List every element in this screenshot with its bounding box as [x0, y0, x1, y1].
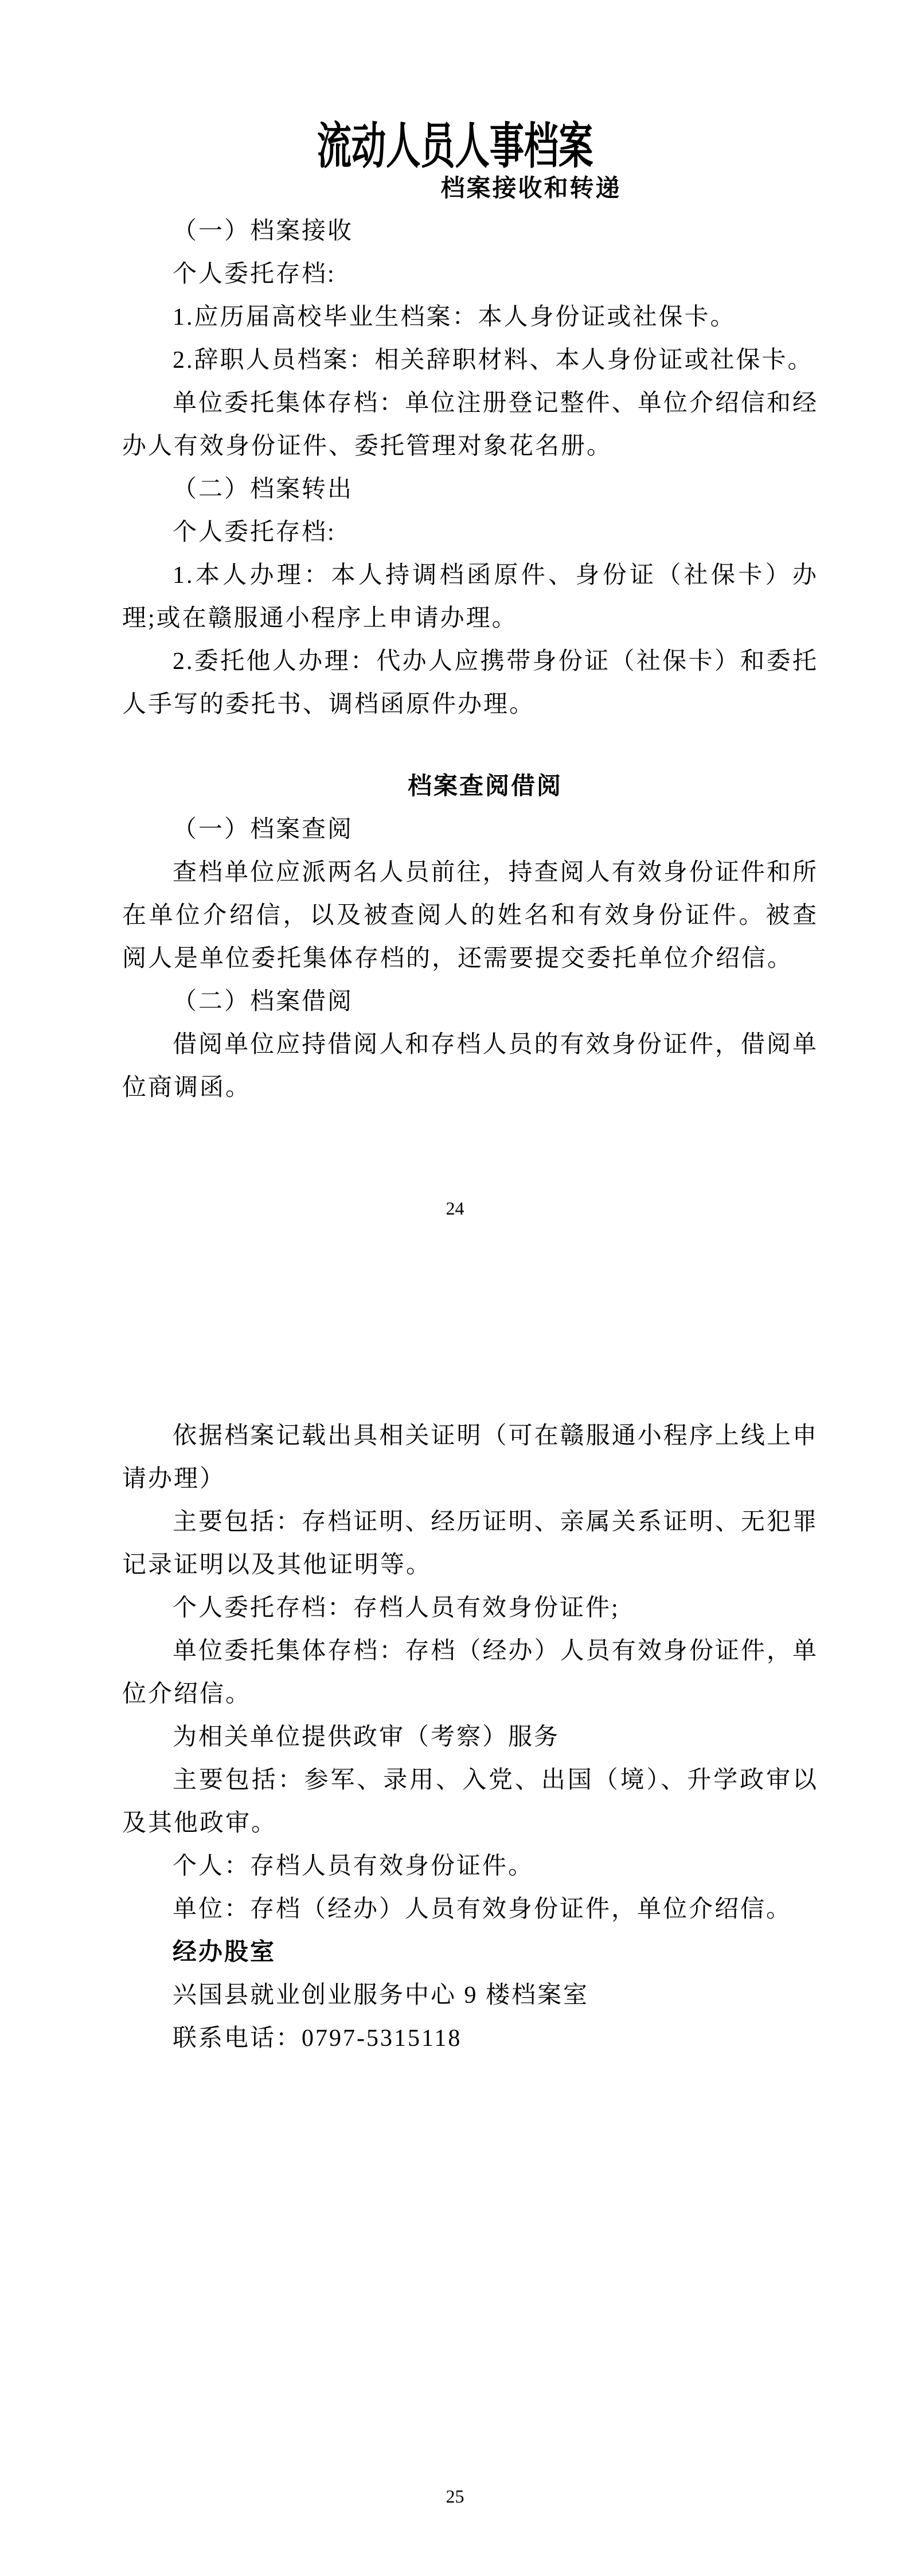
- section-heading-receive-transfer: 档案接收和转递: [440, 176, 622, 202]
- section-receive-transfer: [0, 210, 910, 726]
- paragraph: 依据档案记载出具相关证明（可在赣服通小程序上线上申请办理）: [122, 1423, 818, 1492]
- contact-phone: 联系电话：0797-5315118: [173, 2025, 462, 2052]
- page-number: 25: [446, 2486, 464, 2507]
- paragraph: 借阅单位应持借阅人和存档人员的有效身份证件，借阅单位商调函。: [122, 1032, 818, 1101]
- handling-office-heading: 经办股室: [173, 1939, 276, 1966]
- paragraph: 个人委托存档:: [173, 261, 336, 287]
- paragraph: 单位委托集体存档：存档（经办）人员有效身份证件，单位介绍信。: [122, 1638, 818, 1707]
- paragraph: 2.辞职人员档案：相关辞职材料、本人身份证或社保卡。: [173, 347, 814, 373]
- paragraph: （一）档案接收: [173, 218, 354, 244]
- paragraph: 个人：存档人员有效身份证件。: [173, 1853, 534, 1880]
- paragraph: 1.应历届高校毕业生档案：本人身份证或社保卡。: [173, 304, 736, 330]
- paragraph: 主要包括：存档证明、经历证明、亲属关系证明、无犯罪记录证明以及其他证明等。: [122, 1509, 818, 1578]
- paragraph: 单位：存档（经办）人员有效身份证件，单位介绍信。: [173, 1896, 792, 1923]
- page-2: [0, 1288, 910, 2576]
- document-title: 流动人员人事档案: [317, 119, 593, 174]
- paragraph: （二）档案转出: [173, 476, 354, 503]
- paragraph: 个人委托存档：存档人员有效身份证件;: [173, 1595, 620, 1621]
- section-heading-consult-borrow: 档案查阅借阅: [407, 773, 563, 800]
- paragraph: 个人委托存档:: [173, 519, 336, 546]
- paragraph: 为相关单位提供政审（考察）服务: [173, 1724, 560, 1750]
- paragraph: 2.委托他人办理：代办人应携带身份证（社保卡）和委托人手写的委托书、调档函原件办理。: [122, 648, 818, 718]
- section-consult-borrow: [0, 808, 910, 1110]
- handling-office-address: 兴国县就业创业服务中心 9 楼档案室: [173, 1982, 589, 2009]
- paragraph: 单位委托集体存档：单位注册登记整件、单位介绍信和经办人有效身份证件、委托管理对象花名册。: [122, 390, 818, 460]
- paragraph: 1.本人办理：本人持调档函原件、身份证（社保卡）办理;或在赣服通小程序上申请办理。: [122, 562, 818, 632]
- paragraph: （二）档案借阅: [173, 989, 354, 1015]
- paragraph: 主要包括：参军、录用、入党、出国（境）、升学政审以及其他政审。: [122, 1767, 818, 1836]
- section-certificates-services: [0, 1415, 910, 2060]
- page-number: 24: [446, 1198, 464, 1219]
- paragraph: 查档单位应派两名人员前往，持查阅人有效身份证件和所在单位介绍信，以及被查阅人的姓名和有效身份证件。被查阅人是单位委托集体存档的，还需要提交委托单位介绍信。: [122, 859, 818, 972]
- paragraph: （一）档案查阅: [173, 816, 354, 843]
